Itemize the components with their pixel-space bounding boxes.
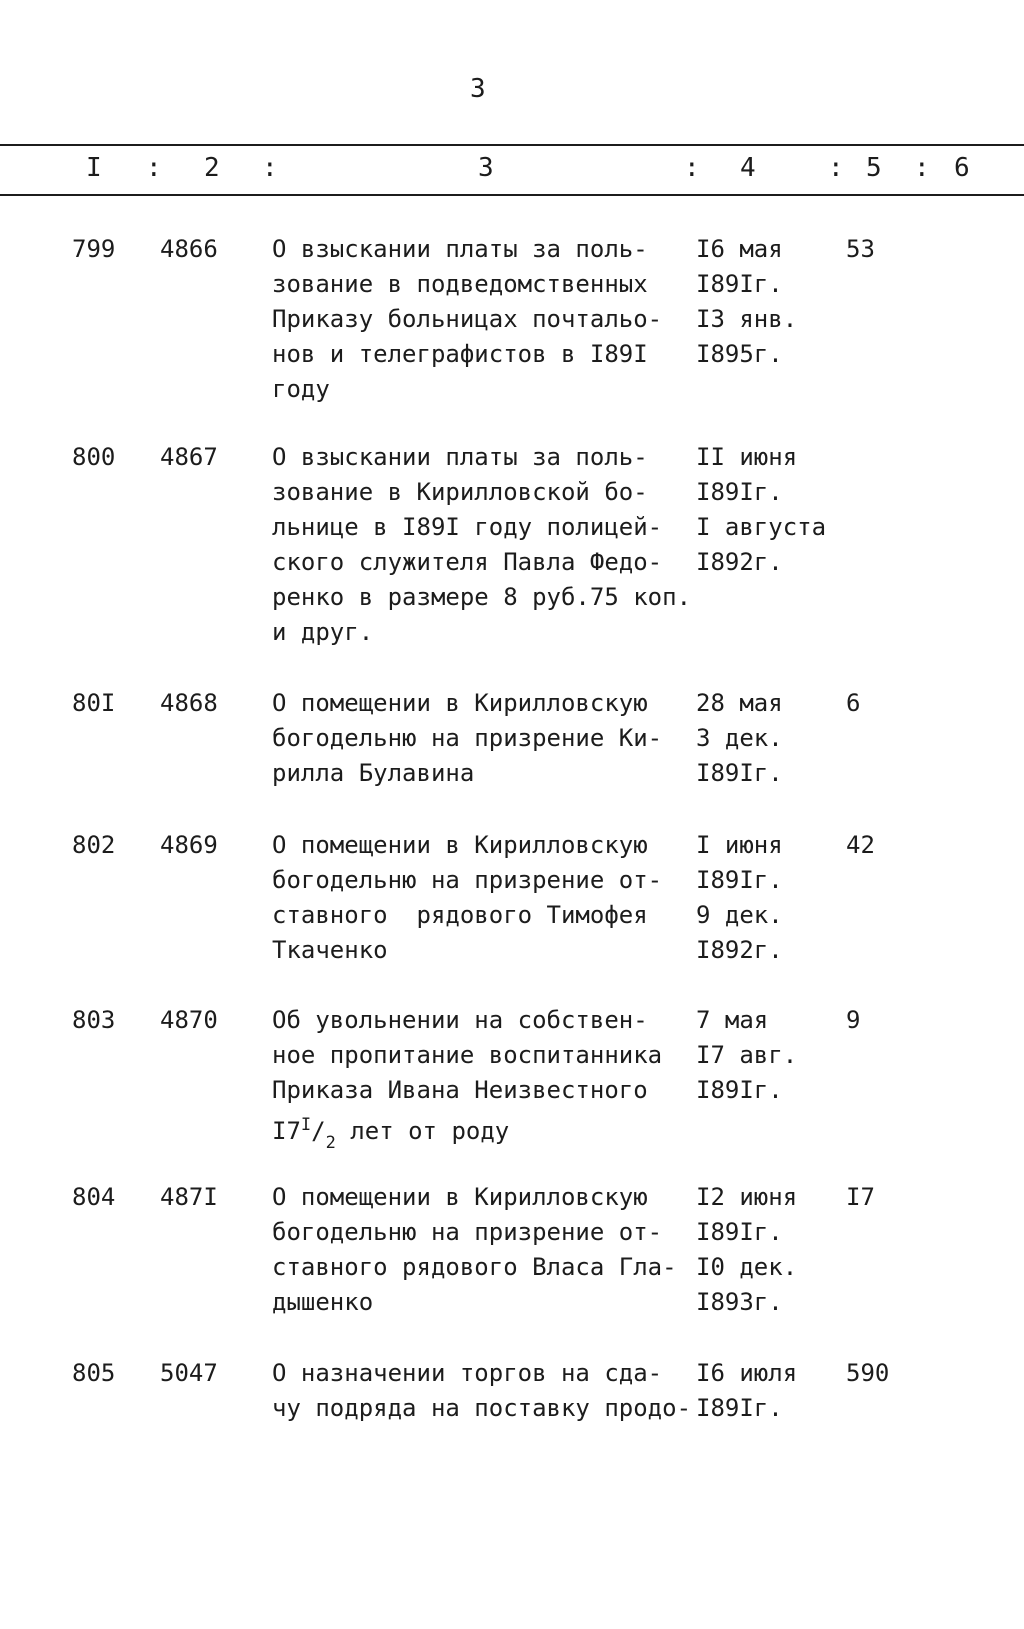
page-number: 3: [470, 74, 486, 104]
description-line: году: [272, 375, 330, 403]
date-line: I89Iг.: [696, 866, 783, 894]
date-line: I2 июня: [696, 1183, 798, 1211]
entry-sheets: I7: [846, 1183, 875, 1211]
entry-number: 800: [72, 443, 116, 471]
date-line: 28 мая: [696, 689, 783, 717]
description-line: и друг.: [272, 618, 374, 646]
description-line: Ткаченко: [272, 936, 388, 964]
entry-sheets: 9: [846, 1006, 861, 1034]
header-separator: :: [828, 153, 844, 183]
date-line: I89Iг.: [696, 759, 783, 787]
entry-number: 804: [72, 1183, 116, 1211]
description-line: О взыскании платы за поль-: [272, 235, 648, 263]
date-line: I892г.: [696, 936, 783, 964]
description-line: [272, 1108, 702, 1161]
entry-number: 803: [72, 1006, 116, 1034]
description-line: богодельню на призрение Ки-: [272, 724, 663, 752]
entry-sheets: 590: [846, 1359, 890, 1387]
date-line: 9 дек.: [696, 901, 783, 929]
entry-dates: [696, 232, 856, 372]
entry-code: 5047: [160, 1359, 218, 1387]
description-line: О помещении в Кирилловскую: [272, 689, 648, 717]
entry-description: [272, 440, 702, 650]
entry-dates: [696, 1180, 856, 1320]
description-line: дышенко: [272, 1288, 374, 1316]
header-col2: 2: [204, 153, 220, 183]
entry-number: 80I: [72, 689, 116, 717]
entry-code: 4869: [160, 831, 218, 859]
date-line: I89Iг.: [696, 270, 783, 298]
header-col3: 3: [478, 153, 494, 183]
entry-code: 4867: [160, 443, 218, 471]
entry-description: [272, 1356, 702, 1426]
description-line: Приказа Ивана Неизвестного: [272, 1076, 648, 1104]
entry-code: 4868: [160, 689, 218, 717]
entry-description: [272, 1180, 702, 1320]
entry-sheets: 6: [846, 689, 861, 717]
date-line: I0 дек.: [696, 1253, 798, 1281]
age-whole: I7: [272, 1117, 301, 1145]
description-line: льнице в I89I году полицей-: [272, 513, 663, 541]
header-separator: :: [684, 153, 700, 183]
description-line: чу подряда на поставку продо-: [272, 1394, 692, 1422]
entry-code: 487I: [160, 1183, 218, 1211]
description-line: ренко в размере 8 руб.75 коп.: [272, 583, 692, 611]
date-line: I89Iг.: [696, 1218, 783, 1246]
entry-sheets: 53: [846, 235, 875, 263]
entry-number: 802: [72, 831, 116, 859]
date-line: I3 янв.: [696, 305, 798, 333]
date-line: I июня: [696, 831, 783, 859]
description-line: зование в подведомственных: [272, 270, 648, 298]
description-line: рилла Булавина: [272, 759, 475, 787]
date-line: 3 дек.: [696, 724, 783, 752]
header-col1: I: [86, 153, 102, 183]
description-line: зование в Кирилловской бо-: [272, 478, 648, 506]
header-col6: 6: [954, 153, 970, 183]
date-line: I895г.: [696, 340, 783, 368]
date-line: I6 мая: [696, 235, 783, 263]
entry-dates: [696, 1356, 856, 1426]
entry-description: [272, 1003, 702, 1161]
description-line: Об увольнении на собствен-: [272, 1006, 648, 1034]
header-separator: :: [262, 153, 278, 183]
header-separator: :: [914, 153, 930, 183]
entry-code: 4866: [160, 235, 218, 263]
entry-dates: [696, 1003, 856, 1108]
entry-dates: [696, 828, 856, 968]
entry-number: 805: [72, 1359, 116, 1387]
date-line: I6 июля: [696, 1359, 798, 1387]
header-rule-top: [0, 144, 1024, 146]
date-line: I7 авг.: [696, 1041, 798, 1069]
description-line: ставного рядового Власа Гла-: [272, 1253, 677, 1281]
date-line: I89Iг.: [696, 1076, 783, 1104]
entry-description: [272, 232, 702, 407]
description-line: нов и телеграфистов в I89I: [272, 340, 648, 368]
description-line: О взыскании платы за поль-: [272, 443, 648, 471]
description-line: О помещении в Кирилловскую: [272, 831, 648, 859]
age-rest: лет от роду: [335, 1117, 510, 1145]
date-line: 7 мая: [696, 1006, 769, 1034]
description-line: ставного рядового Тимофея: [272, 901, 648, 929]
entry-description: [272, 828, 702, 968]
age-slash: /: [311, 1117, 326, 1145]
entry-code: 4870: [160, 1006, 218, 1034]
entry-number: 799: [72, 235, 116, 263]
header-col5: 5: [866, 153, 882, 183]
header-col4: 4: [740, 153, 756, 183]
entry-sheets: 42: [846, 831, 875, 859]
description-line: богодельню на призрение от-: [272, 866, 663, 894]
header-separator: :: [146, 153, 162, 183]
date-line: II июня: [696, 443, 798, 471]
description-line: О помещении в Кирилловскую: [272, 1183, 648, 1211]
description-line: богодельню на призрение от-: [272, 1218, 663, 1246]
header-rule-bottom: [0, 194, 1024, 196]
date-line: I893г.: [696, 1288, 783, 1316]
entry-dates: [696, 686, 856, 791]
entry-dates: [696, 440, 856, 580]
date-line: I892г.: [696, 548, 783, 576]
date-line: I89Iг.: [696, 478, 783, 506]
age-denominator: 2: [325, 1133, 336, 1153]
description-line: О назначении торгов на сда-: [272, 1359, 663, 1387]
entry-description: [272, 686, 702, 791]
date-line: I августа: [696, 513, 827, 541]
description-line: ное пропитание воспитанника: [272, 1041, 663, 1069]
description-line: Приказу больницах почтальо-: [272, 305, 663, 333]
age-numerator: I: [300, 1115, 312, 1135]
description-line: ского служителя Павла Федо-: [272, 548, 663, 576]
date-line: I89Iг.: [696, 1394, 783, 1422]
